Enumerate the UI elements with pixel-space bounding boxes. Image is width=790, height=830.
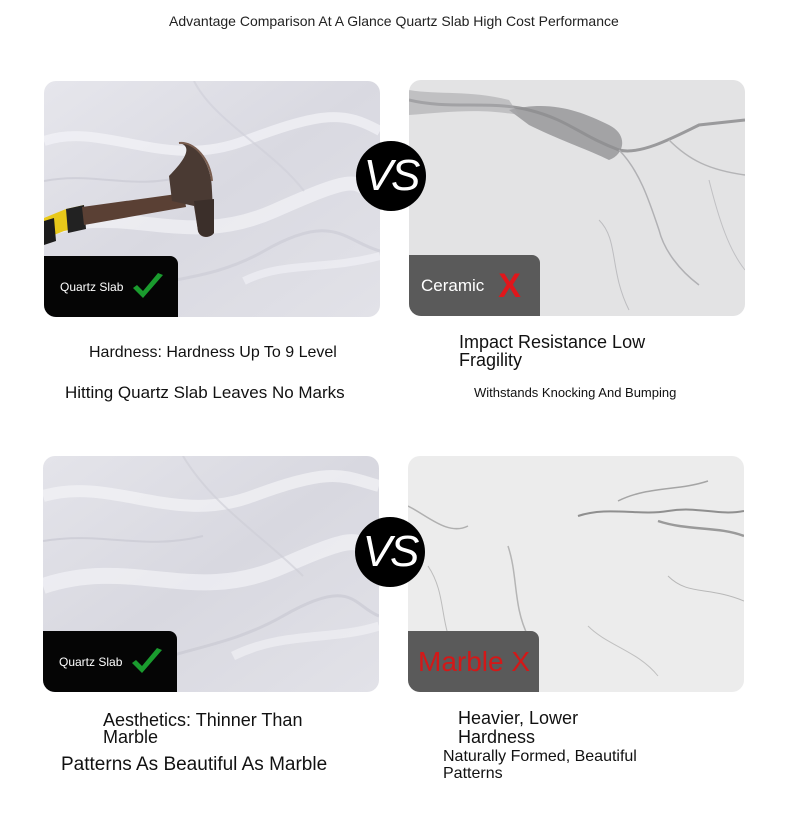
- ceramic-label: Ceramic: [421, 275, 485, 295]
- patterns-text: Patterns As Beautiful As Marble: [61, 754, 328, 775]
- aesthetics-text: Aesthetics: Thinner Than Marble: [103, 710, 303, 747]
- quartz-slab-label-2: Quartz Slab: [59, 654, 123, 669]
- vs-badge-2: VS: [355, 517, 425, 587]
- naturally-formed-text: Naturally Formed, Beautiful Patterns: [443, 748, 637, 782]
- quartz-slab-tag-2: [43, 631, 177, 692]
- x-mark-icon: X: [498, 266, 521, 305]
- quartz-slab-tag-1: [44, 256, 178, 317]
- impact-resistance-text: Impact Resistance Low Fragility: [459, 332, 646, 370]
- marble-image-panel: [408, 456, 744, 692]
- check-icon: [131, 272, 165, 302]
- check-icon: [130, 647, 164, 677]
- vs-badge-1: VS: [356, 141, 426, 211]
- heavier-text: Heavier, Lower Hardness: [458, 708, 579, 747]
- marble-tag: [408, 631, 539, 692]
- hardness-text: Hardness: Hardness Up To 9 Level: [89, 344, 337, 361]
- marble-label: Marble X: [418, 645, 531, 677]
- quartz-slab-label: Quartz Slab: [60, 279, 124, 294]
- withstands-knocking-text: Withstands Knocking And Bumping: [474, 385, 677, 400]
- ceramic-tag: [409, 255, 540, 316]
- quartz-image-panel-2: [43, 456, 379, 692]
- page-title: Advantage Comparison At A Glance Quartz Slab High Cost Performance: [169, 13, 619, 29]
- ceramic-image-panel: [409, 80, 745, 316]
- quartz-image-panel-1: [44, 81, 380, 317]
- no-marks-text: Hitting Quartz Slab Leaves No Marks: [65, 383, 345, 402]
